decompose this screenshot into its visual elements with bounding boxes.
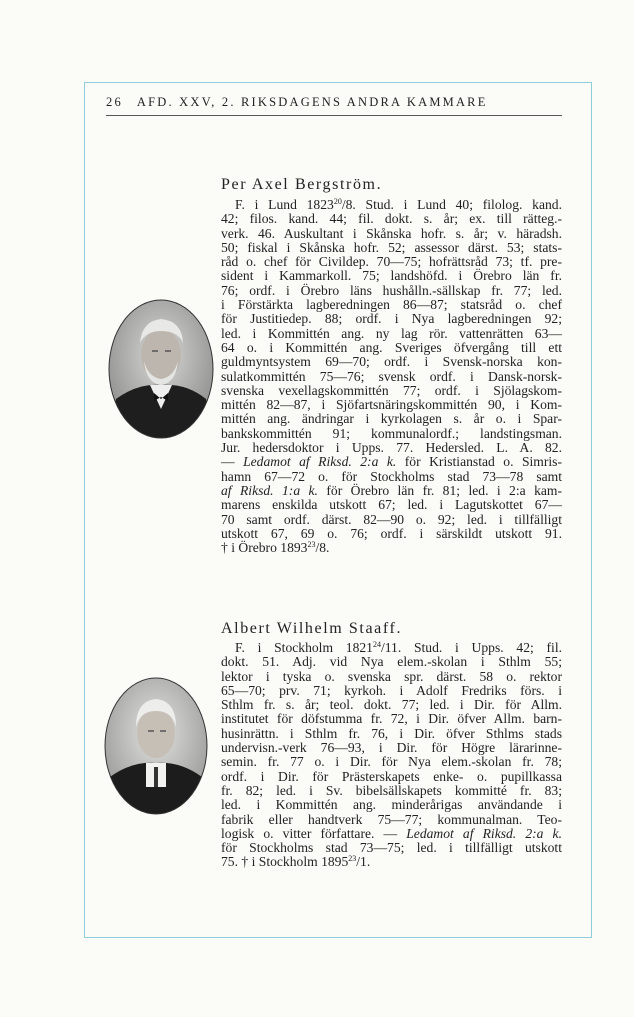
text-run: 75. † i Stockholm 1895 xyxy=(221,854,349,870)
text-run: guldmyntsystem 69—70; ordf. i Svensk-norska kon- xyxy=(221,354,562,370)
text-run: institutet för döfstumma fr. 72, i Dir. öfver Allm. barn- xyxy=(221,711,562,727)
text-line xyxy=(221,670,562,684)
text-line xyxy=(221,784,562,798)
superscript: 23 xyxy=(348,854,357,864)
text-run: — xyxy=(221,454,244,470)
text-run: för Stockholms stad 73—75; led. i tillfälligt utskott xyxy=(221,840,562,856)
superscript: 23 xyxy=(307,540,316,550)
text-line xyxy=(221,398,562,412)
text-run: 65—70; prv. 71; kyrkoh. i Adolf Fredriks förs. i xyxy=(221,682,562,698)
text-run: fabrik eller handtverk 75—77; kommunalman. Teo- xyxy=(221,811,562,827)
text-line xyxy=(221,241,562,255)
running-header xyxy=(106,95,562,110)
text-line xyxy=(221,384,562,398)
text-line xyxy=(221,341,562,355)
text-line xyxy=(221,227,562,241)
text-run: undervisn.-verk 76—93, i Dir. för Högre lärarinne- xyxy=(221,740,562,756)
header-rule xyxy=(106,115,562,116)
text-run: för Kristianstad o. Simris- xyxy=(396,454,562,470)
text-line xyxy=(221,541,562,555)
text-line xyxy=(221,727,562,741)
text-run: för Örebro län fr. 81; led. i 2:a kam- xyxy=(317,482,563,498)
text-line xyxy=(221,513,562,527)
text-line xyxy=(221,841,562,855)
text-line xyxy=(221,284,562,298)
text-run: svenska vexellagskommittén 77; ordf. i Sjölagskom- xyxy=(221,382,562,398)
header-title: AFD. XXV, 2. RIKSDAGENS ANDRA KAMMARE xyxy=(136,95,488,109)
text-line xyxy=(221,698,562,712)
text-run: 42; filos. kand. 44; fil. dokt. s. år; ex. till rätteg.- xyxy=(221,211,562,227)
text-line xyxy=(221,312,562,326)
text-run: 64 o. i Kommittén ang. Sveriges öfvergång till ett xyxy=(221,339,562,355)
text-run: F. i Lund 1823 xyxy=(235,197,334,212)
text-run: sident i Kammarkoll. 75; landshöfd. i Örebro län fr. xyxy=(221,268,562,284)
text-run: 76; ordf. i Örebro läns hushålln.-sällskap fr. 77; led. xyxy=(221,282,562,298)
entry-name: Per Axel Bergström. xyxy=(221,176,383,193)
text-run: råd o. chef för Civildep. 70—75; hofrättsråd 73; tf. pre- xyxy=(221,254,562,270)
text-run: husinrättn. i Sthlm fr. 76, i Dir. öfver Sthlms stads xyxy=(221,725,562,741)
superscript: 20 xyxy=(333,197,342,206)
text-line xyxy=(221,498,562,512)
text-line xyxy=(221,269,562,283)
text-run: för Justitiedep. 88; ordf. i Nya lagberedningen 92; xyxy=(221,311,562,327)
text-run: 50; fiskal i Skånska hofr. 52; assessor därst. 53; stats- xyxy=(221,239,562,255)
text-run: /11. Stud. i Upps. 42; fil. xyxy=(380,640,562,655)
text-line xyxy=(221,355,562,369)
text-line xyxy=(221,212,562,226)
text-run: /8. Stud. i Lund 40; filolog. kand. xyxy=(341,197,562,212)
text-line xyxy=(221,641,562,655)
text-line xyxy=(221,470,562,484)
text-run: sulatkommittén 75—76; svensk ordf. i Dansk-norsk- xyxy=(221,368,562,384)
portrait-photo xyxy=(104,677,208,815)
text-run: bankskommittén 91; kommunalordf.; landstingsman. xyxy=(221,425,562,441)
entry-biography xyxy=(221,641,562,870)
text-run: lektor i tyska o. svenska spr. därst. 58 o. rektor xyxy=(221,668,562,684)
entry-name: Albert Wilhelm Staaff. xyxy=(221,620,403,637)
text-run: † i Örebro 1893 xyxy=(221,540,308,556)
text-run: mittén ang. ändringar i kyrkolagen s. år o. i Spar- xyxy=(221,411,562,427)
text-line xyxy=(221,455,562,469)
text-line xyxy=(221,827,562,841)
text-line xyxy=(221,427,562,441)
text-run: ordf. i Dir. för Prästerskapets enke- o. pupillkassa xyxy=(221,768,562,784)
text-run: led. i Kommittén ang. ny lag rör. vattenrätten 63— xyxy=(221,325,562,341)
text-run: i Förstärkta lagberedningen 86—87; statsråd o. chef xyxy=(221,297,562,313)
text-line xyxy=(221,755,562,769)
text-run: semin. fr. 77 o. i Dir. för Nya elem.-skolan fr. 78; xyxy=(221,754,562,770)
text-run: Jur. hedersdoktor i Upps. 77. Hedersled. L. A. 82. xyxy=(221,440,562,456)
text-run: F. i Stockholm 1821 xyxy=(235,640,373,655)
text-run: Sthlm fr. s. år; teol. dokt. 77; led. i Dir. för Allm. xyxy=(221,697,562,713)
text-run: 70 samt ordf. därst. 82—90 o. 92; led. i tillfälligt xyxy=(221,511,562,527)
text-line xyxy=(221,684,562,698)
text-run: led. i Kommittén ang. minderårigas användande i xyxy=(221,797,562,813)
text-run: fr. 82; led. i Sv. bibelsällskapets kommitté fr. 83; xyxy=(221,782,562,798)
text-run: logisk o. vitter författare. — xyxy=(221,825,407,841)
text-line xyxy=(221,798,562,812)
text-line xyxy=(221,370,562,384)
text-run: /8. xyxy=(315,540,330,556)
text-line xyxy=(221,855,562,869)
page-number: 26 xyxy=(106,95,123,109)
italic-text: af Riksd. 1:a k. xyxy=(221,482,318,498)
text-line xyxy=(221,770,562,784)
text-run: dokt. 51. Adj. vid Nya elem.-skolan i Sthlm 55; xyxy=(221,654,562,670)
text-run: mittén 82—87, i Sjöfartsnäringskommittén 90, i Kom- xyxy=(221,397,562,413)
text-line xyxy=(221,655,562,669)
italic-text: Ledamot af Riksd. 2:a k. xyxy=(406,825,562,841)
entry-biography xyxy=(221,198,562,555)
text-line xyxy=(221,298,562,312)
superscript: 24 xyxy=(372,640,381,649)
text-line xyxy=(221,327,562,341)
text-run: marens enskilda utskott 67; led. i Lagutskottet 67— xyxy=(221,497,562,513)
text-run: hamn 67—72 o. för Stockholms stad 73—78 samt xyxy=(221,468,562,484)
text-line xyxy=(221,441,562,455)
italic-text: Ledamot af Riksd. 2:a k. xyxy=(243,454,397,470)
text-line xyxy=(221,198,562,212)
text-run: /1. xyxy=(356,854,371,870)
text-line xyxy=(221,813,562,827)
text-line xyxy=(221,412,562,426)
text-line xyxy=(221,741,562,755)
portrait-photo xyxy=(108,299,214,439)
text-line xyxy=(221,484,562,498)
text-run: verk. 46. Auskultant i Skånska hofr. s. år; v. häradsh. xyxy=(221,225,562,241)
text-line xyxy=(221,527,562,541)
text-line xyxy=(221,712,562,726)
text-run: utskott 67, 69 o. 76; ordf. i särskildt utskott 91. xyxy=(221,525,562,541)
